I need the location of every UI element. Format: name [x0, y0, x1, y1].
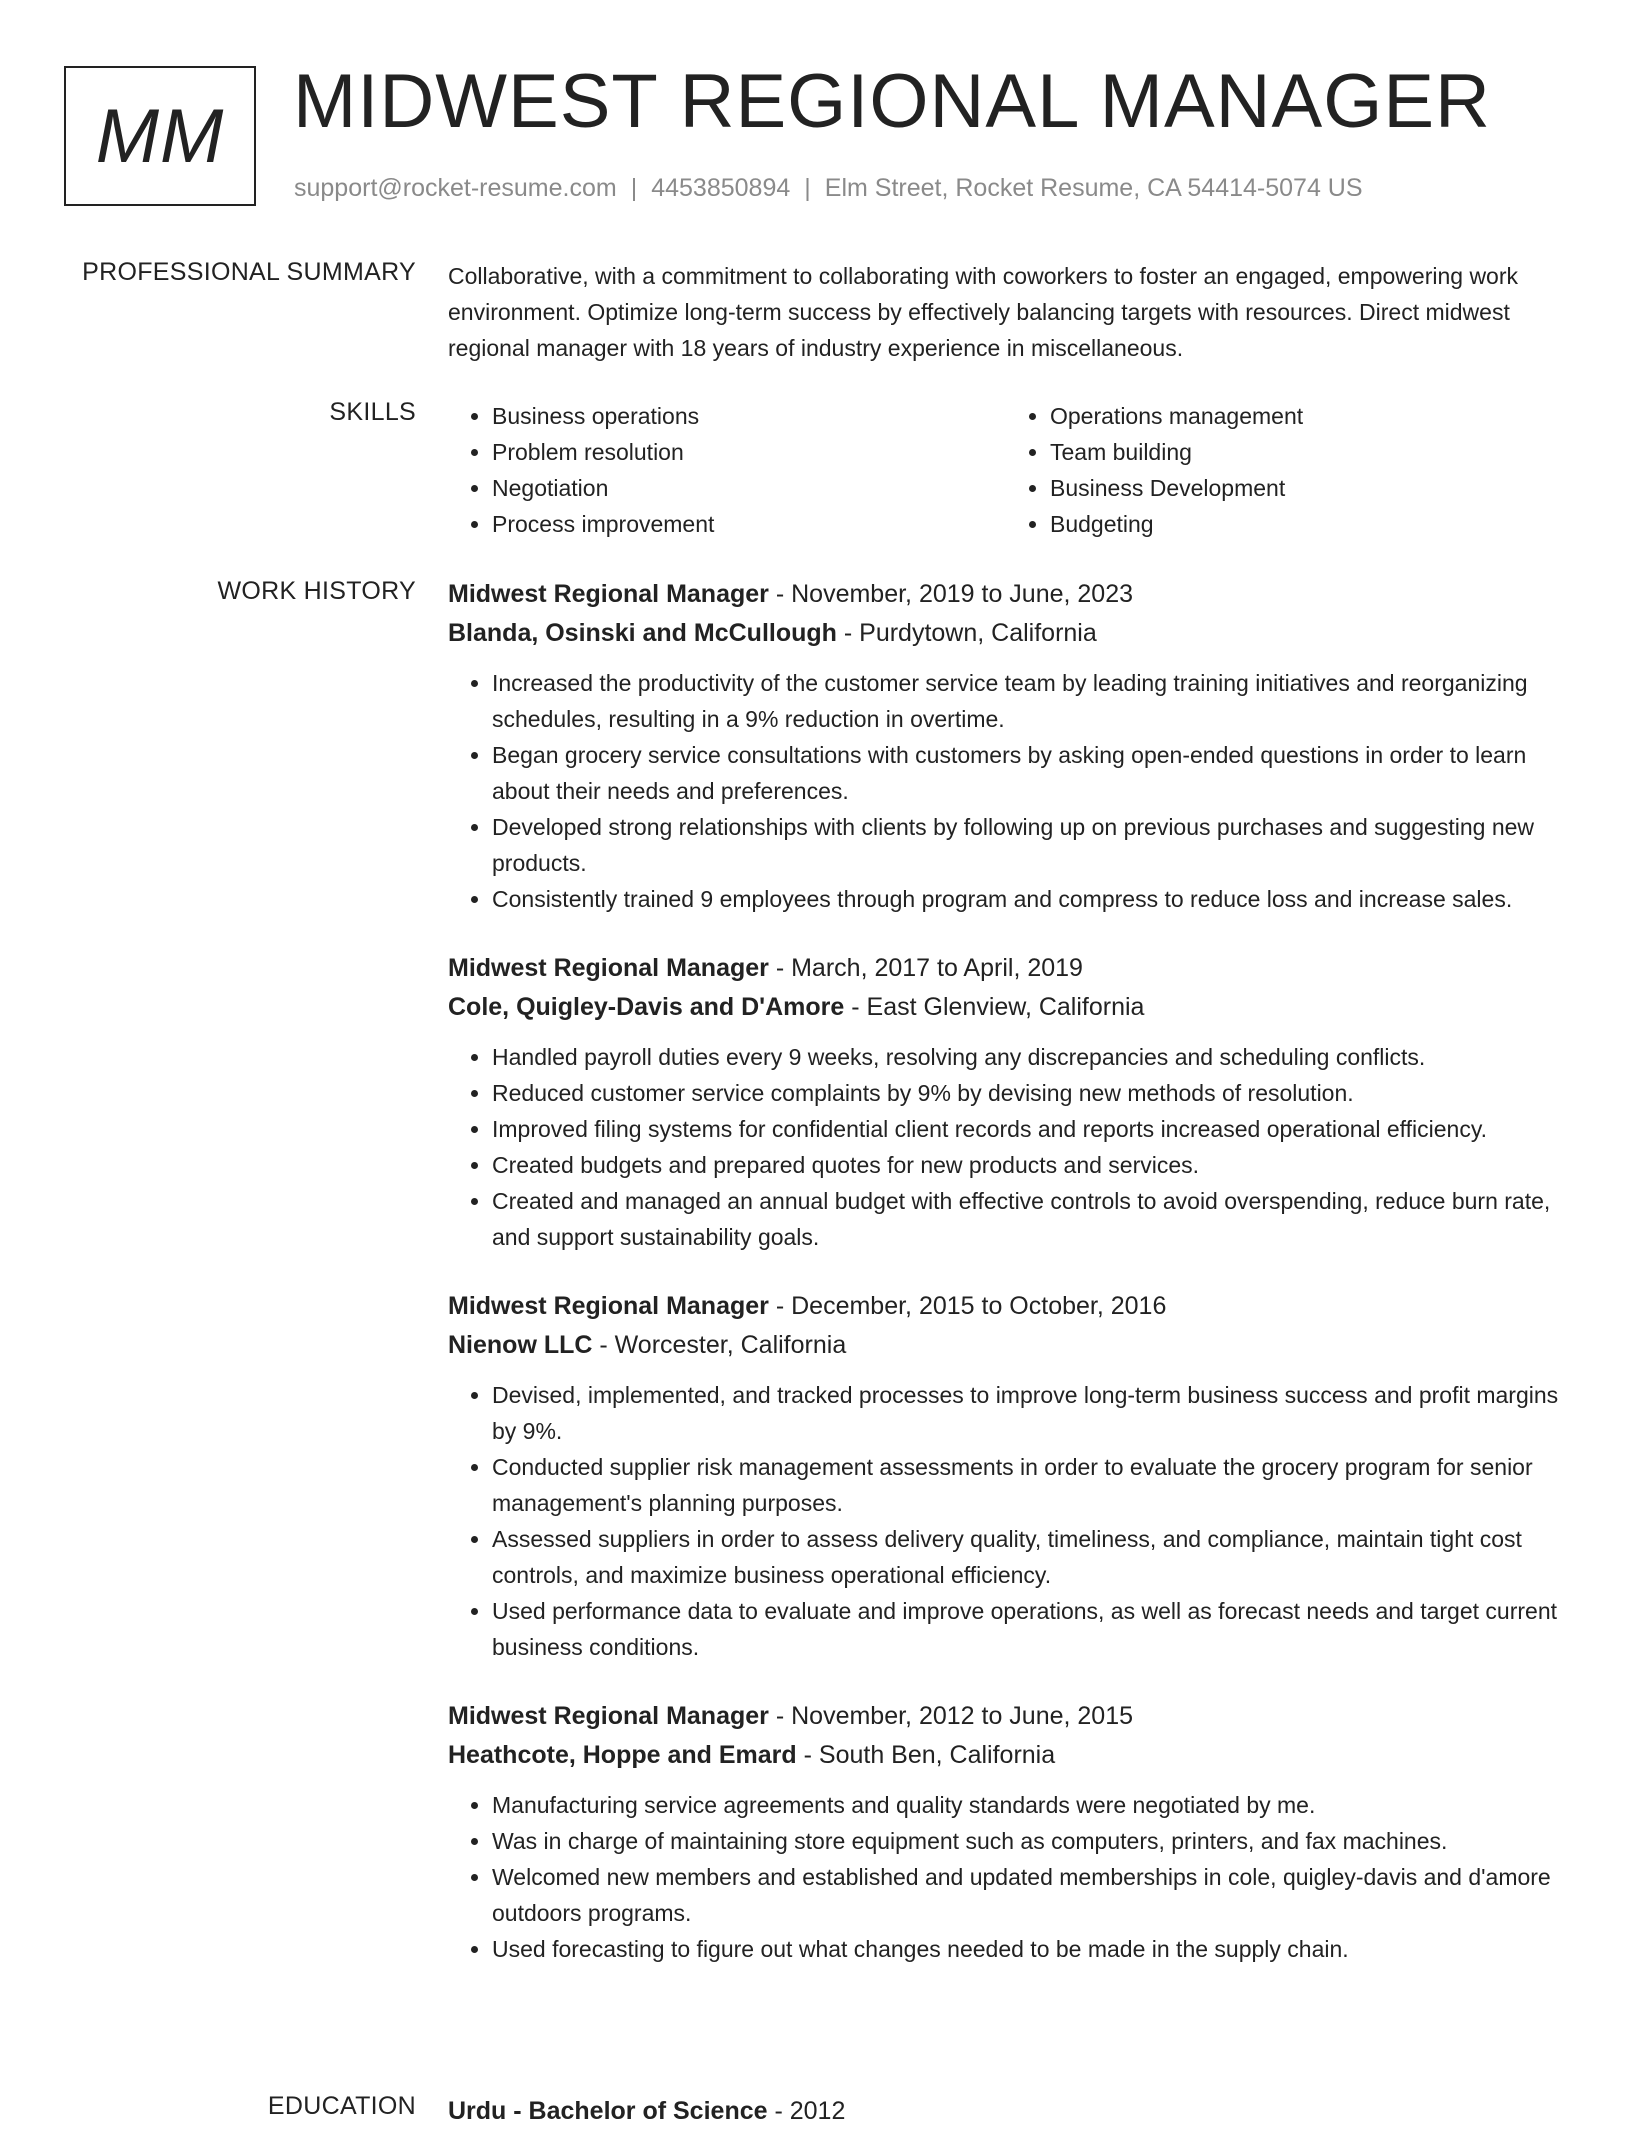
job-title-line: [448, 575, 1564, 614]
skill-item: • Negotiation: [492, 470, 1006, 506]
job-dates: - November, 2019 to June, 2023: [768, 580, 1134, 608]
job-company-line: [448, 988, 1564, 1027]
job-company: Blanda, Osinski and McCullough: [448, 619, 837, 647]
job-location: - East Glenview, California: [844, 993, 1145, 1021]
skill-item: • Process improvement: [492, 506, 1006, 542]
job-location: - Purdytown, California: [836, 619, 1097, 647]
skill-item: • Problem resolution: [492, 434, 1006, 470]
job-title-line: [448, 1697, 1564, 1736]
skills-list-right: [1006, 398, 1564, 542]
job-bullet: • Conducted supplier risk management assessments in order to evaluate the grocery program for senior management's planning purposes.: [492, 1449, 1564, 1521]
job-company-line: [448, 1326, 1564, 1365]
resume-name: MIDWEST REGIONAL MANAGER: [293, 59, 1491, 144]
job-entry: [448, 949, 1564, 1255]
job-bullet: • Devised, implemented, and tracked processes to improve long-term business success and profit margins by 9%.: [492, 1377, 1564, 1449]
job-bullet: • Began grocery service consultations with customers by asking open-ended questions in order to learn about their needs and preferences.: [492, 737, 1564, 809]
job-location: - Worcester, California: [592, 1331, 847, 1359]
skill-item: • Operations management: [1050, 398, 1564, 434]
job-bullet: • Developed strong relationships with clients by following up on previous purchases and suggesting new products.: [492, 809, 1564, 881]
job-bullets: [448, 1377, 1564, 1665]
job-entry: [448, 1697, 1564, 1967]
job-bullet: • Used forecasting to figure out what changes needed to be made in the supply chain.: [492, 1931, 1564, 1967]
contact-separator: |: [630, 174, 638, 202]
job-title: Midwest Regional Manager: [448, 954, 769, 982]
job-entry: [448, 575, 1564, 917]
job-bullet: • Consistently trained 9 employees through program and compress to reduce loss and increase sales.: [492, 881, 1564, 917]
education-year: - 2012: [767, 2097, 846, 2125]
resume-header: [64, 59, 1568, 210]
job-bullet: • Increased the productivity of the customer service team by leading training initiatives and reorganizing schedules, resulting in a 9% reduction in overtime.: [492, 665, 1564, 737]
skills-list-left: [448, 398, 1006, 542]
education-degree: Urdu - Bachelor of Science: [448, 2097, 768, 2125]
summary-text: Collaborative, with a commitment to collaborating with coworkers to foster an engaged, empowering work environment. Optimize long-term success by effectively balancing targets with resources. Direct midwest regional manager with 18 years of industry experience in miscellaneous.: [448, 263, 1519, 361]
job-bullets: [448, 1039, 1564, 1255]
job-bullet: • Improved filing systems for confidential client records and reports increased operational efficiency.: [492, 1111, 1564, 1147]
job-title-line: [448, 949, 1564, 988]
job-bullet: • Was in charge of maintaining store equipment such as computers, printers, and fax machines.: [492, 1823, 1564, 1859]
contact-line: [294, 174, 1363, 203]
job-bullets: [448, 1787, 1564, 1967]
skills-columns: [448, 398, 1564, 542]
skills-label: SKILLS: [329, 398, 416, 426]
skill-item: • Business operations: [492, 398, 1006, 434]
job-title-line: [448, 1287, 1564, 1326]
job-company-line: [448, 1736, 1564, 1775]
job-company: Nienow LLC: [448, 1331, 593, 1359]
job-dates: - March, 2017 to April, 2019: [768, 954, 1083, 982]
job-title: Midwest Regional Manager: [448, 580, 769, 608]
job-bullet: • Reduced customer service complaints by 9% by devising new methods of resolution.: [492, 1075, 1564, 1111]
job-dates: - December, 2015 to October, 2016: [768, 1292, 1167, 1320]
job-bullet: • Handled payroll duties every 9 weeks, resolving any discrepancies and scheduling conflicts.: [492, 1039, 1564, 1075]
skill-item: • Business Development: [1050, 470, 1564, 506]
job-company: Heathcote, Hoppe and Emard: [448, 1741, 797, 1769]
job-bullet: • Used performance data to evaluate and improve operations, as well as forecast needs and target current business conditions.: [492, 1593, 1564, 1665]
work-history-list: [448, 575, 1564, 1999]
job-bullets: [448, 665, 1564, 917]
job-company-line: [448, 614, 1564, 653]
skill-item: • Team building: [1050, 434, 1564, 470]
job-bullet: • Created and managed an annual budget with effective controls to avoid overspending, reduce burn rate, and support sustainability goals.: [492, 1183, 1564, 1255]
contact-phone[interactable]: 4453850894: [651, 174, 791, 202]
education-label: EDUCATION: [267, 2092, 416, 2120]
job-title: Midwest Regional Manager: [448, 1292, 769, 1320]
job-title: Midwest Regional Manager: [448, 1702, 769, 1730]
contact-separator: |: [804, 174, 811, 202]
job-bullet: • Welcomed new members and established and updated memberships in cole, quigley-davis and d'amore outdoors programs.: [492, 1859, 1564, 1931]
work-history-label: WORK HISTORY: [217, 577, 416, 605]
job-entry: [448, 1287, 1564, 1665]
job-dates: - November, 2012 to June, 2015: [768, 1702, 1134, 1730]
job-bullet: • Created budgets and prepared quotes for new products and services.: [492, 1147, 1564, 1183]
job-bullet: • Assessed suppliers in order to assess delivery quality, timeliness, and compliance, maintain tight cost controls, and maximize business operational efficiency.: [492, 1521, 1564, 1593]
contact-email[interactable]: support@rocket-resume.com: [294, 174, 617, 202]
job-location: - South Ben, California: [796, 1741, 1056, 1769]
monogram-logo: MM: [64, 66, 256, 206]
job-bullet: • Manufacturing service agreements and quality standards were negotiated by me.: [492, 1787, 1564, 1823]
summary-label: PROFESSIONAL SUMMARY: [82, 258, 416, 286]
skill-item: • Budgeting: [1050, 506, 1564, 542]
contact-address: Elm Street, Rocket Resume, CA 54414-5074 US: [824, 174, 1363, 202]
job-company: Cole, Quigley-Davis and D'Amore: [448, 993, 845, 1021]
